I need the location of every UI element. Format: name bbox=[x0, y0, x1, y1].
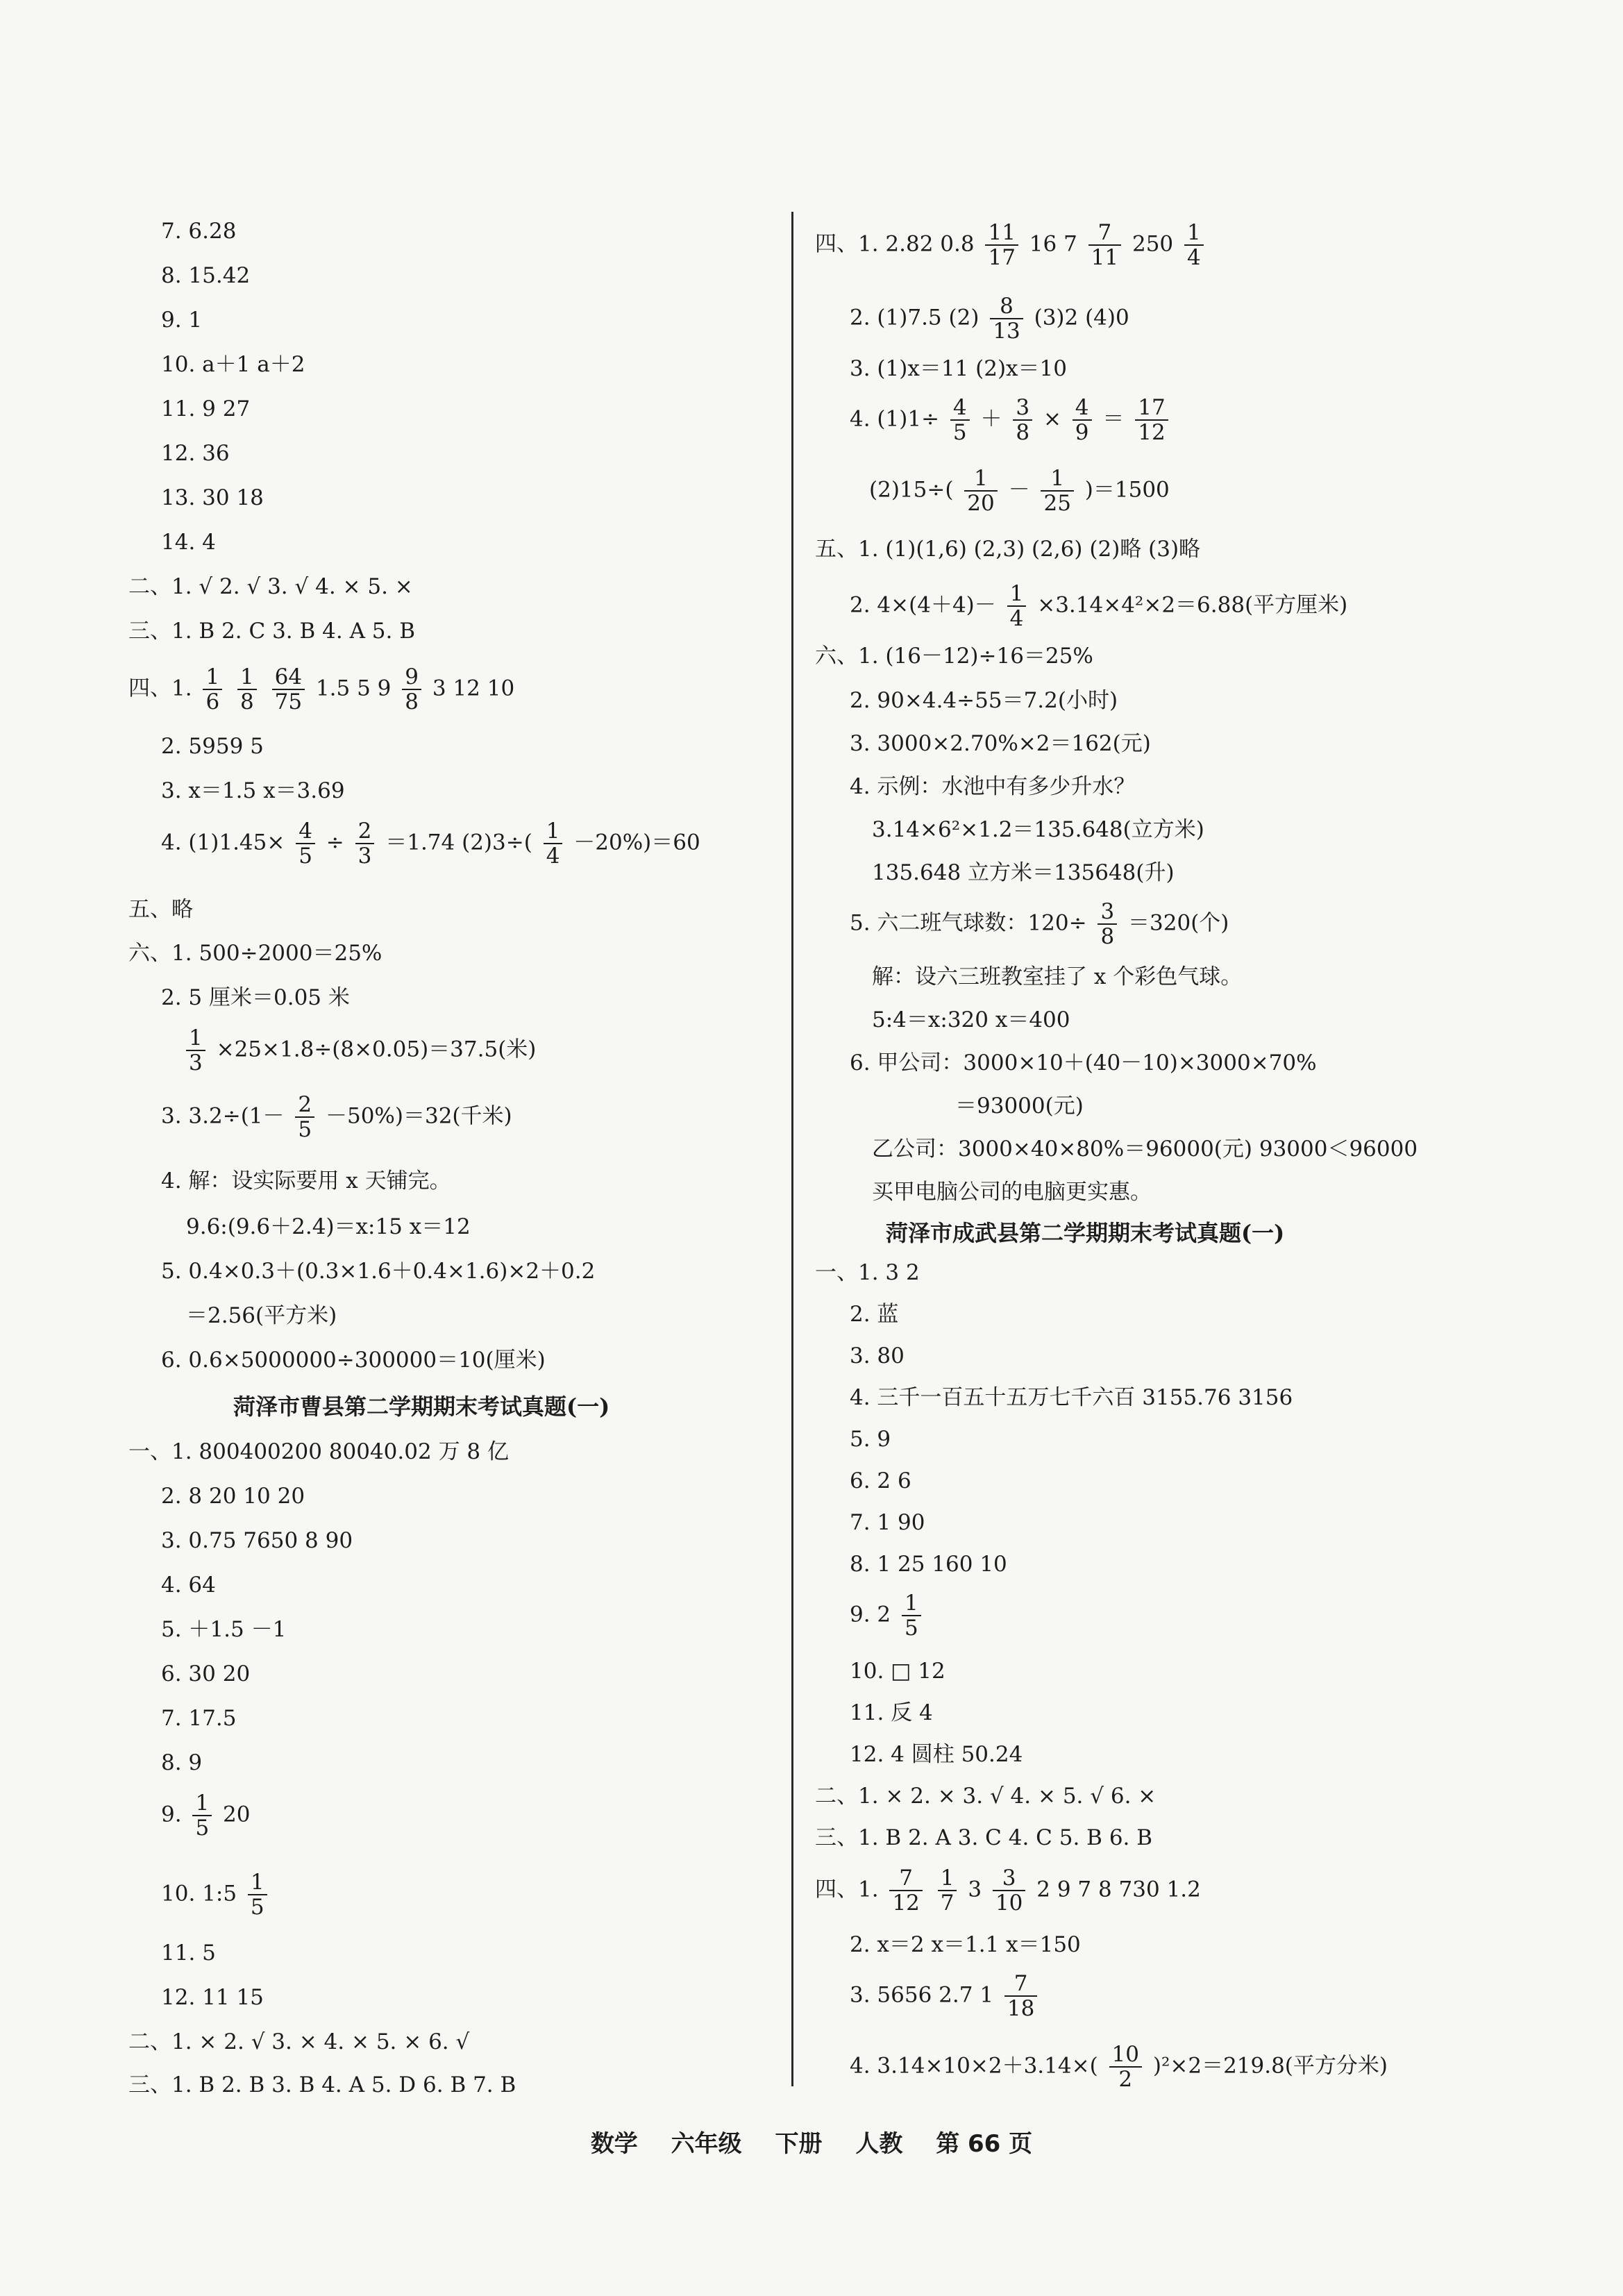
page-footer bbox=[0, 2125, 1623, 2159]
fraction: $\frac{3}{10}$ bbox=[993, 1866, 1025, 1915]
answer-line: 买甲电脑公司的电脑更实惠。 bbox=[872, 1180, 1152, 1205]
answer-line: 4. 解：设实际要用 x 天铺完。 bbox=[161, 1168, 451, 1193]
fraction: $\frac{10}{2}$ bbox=[1109, 2043, 1142, 2091]
fraction: $\frac{2}{3}$ bbox=[355, 819, 375, 868]
fraction: $\frac{11}{17}$ bbox=[985, 221, 1018, 269]
answer-line: 3. 5656 2.7 1 $\frac{7}{18}$ bbox=[850, 1972, 1041, 2020]
answer-line: 3. 3.2÷(1－ $\frac{2}{5}$ －50%)＝32(千米) bbox=[161, 1092, 512, 1143]
answer-line: 12. 11 15 bbox=[161, 1985, 264, 2010]
answer-line: 2. 8 20 10 20 bbox=[161, 1484, 305, 1509]
fraction: $\frac{1}{5}$ bbox=[902, 1591, 921, 1640]
answer-line: 9. 1 bbox=[161, 308, 203, 333]
answer-line: 13. 30 18 bbox=[161, 485, 264, 510]
fraction: $\frac{7}{11}$ bbox=[1088, 221, 1121, 269]
answer-line: $\frac{1}{3}$ ×25×1.8÷(8×0.05)＝37.5(米) bbox=[182, 1026, 536, 1075]
fraction: $\frac{2}{5}$ bbox=[295, 1093, 314, 1141]
fraction: $\frac{4}{9}$ bbox=[1073, 396, 1092, 444]
answer-line: 二、1. √ 2. √ 3. √ 4. × 5. × bbox=[128, 574, 413, 599]
fraction: $\frac{1}{7}$ bbox=[938, 1866, 957, 1915]
answer-line: 3. x＝1.5 x＝3.69 bbox=[161, 778, 345, 803]
answer-line: 4. (1)1.45× $\frac{4}{5}$ ÷ $\frac{2}{3}$ ＝1.74 (2)3÷( $\frac{1}{4}$ －20%)＝60 bbox=[161, 819, 700, 869]
answer-line: ＝2.56(平方米) bbox=[186, 1303, 337, 1328]
fraction: $\frac{1}{4}$ bbox=[1007, 582, 1027, 630]
answer-line: 三、1. B 2. C 3. B 4. A 5. B bbox=[128, 619, 416, 644]
answer-line: 11. 9 27 bbox=[161, 396, 251, 421]
answer-line: 10. a＋1 a＋2 bbox=[161, 352, 305, 377]
answer-line: 9.6:(9.6＋2.4)＝x:15 x＝12 bbox=[186, 1214, 471, 1239]
answer-line: 6. 2 6 bbox=[850, 1468, 911, 1493]
answer-line: 8. 9 bbox=[161, 1750, 203, 1775]
answer-line: 解：设六三班教室挂了 x 个彩色气球。 bbox=[872, 964, 1243, 989]
answer-line: 10. 1:5 $\frac{1}{5}$ bbox=[161, 1870, 271, 1919]
answer-line: 2. 蓝 bbox=[850, 1302, 899, 1327]
answer-line: 4. (1)1÷ $\frac{4}{5}$ ＋ $\frac{3}{8}$ × $\frac{4}{9}$ ＝ $\frac{17}{12}$ bbox=[850, 396, 1172, 444]
answer-line: 5. 六二班气球数：120÷ $\frac{3}{8}$ ＝320(个) bbox=[850, 899, 1229, 950]
answer-line: 7. 17.5 bbox=[161, 1706, 237, 1731]
answer-line: 五、1. (1)(1,6) (2,3) (2,6) (2)略 (3)略 bbox=[815, 537, 1201, 562]
fraction: $\frac{8}{13}$ bbox=[990, 294, 1023, 343]
answer-line: 12. 4 圆柱 50.24 bbox=[850, 1742, 1023, 1767]
answer-line: 2. 90×4.4÷55＝7.2(小时) bbox=[850, 688, 1118, 713]
answer-line: 乙公司：3000×40×80%＝96000(元) 93000＜96000 bbox=[872, 1137, 1418, 1162]
fraction: $\frac{3}{8}$ bbox=[1098, 900, 1117, 948]
answer-line: 5. ＋1.5 －1 bbox=[161, 1617, 287, 1642]
answer-line: 六、1. (16－12)÷16＝25% bbox=[815, 644, 1093, 669]
answer-line: 2. x＝2 x＝1.1 x＝150 bbox=[850, 1932, 1081, 1957]
answer-line: 二、1. × 2. × 3. √ 4. × 5. √ 6. × bbox=[815, 1784, 1157, 1809]
answer-line: 6. 甲公司：3000×10＋(40－10)×3000×70% bbox=[850, 1050, 1317, 1075]
answer-line: 11. 反 4 bbox=[850, 1700, 933, 1725]
fraction: $\frac{9}{8}$ bbox=[402, 665, 421, 714]
answer-line: 5:4＝x:320 x＝400 bbox=[872, 1007, 1070, 1032]
answer-line: 五、略 bbox=[128, 897, 193, 922]
answer-line: 135.648 立方米＝135648(升) bbox=[872, 860, 1175, 885]
answer-line: (2)15÷( $\frac{1}{20}$ － $\frac{1}{25}$ )＝1500 bbox=[869, 466, 1170, 517]
footer-page-number: 第 66 页 bbox=[936, 2130, 1033, 2158]
fraction: $\frac{64}{75}$ bbox=[272, 665, 305, 714]
answer-line: 2. (1)7.5 (2) $\frac{8}{13}$ (3)2 (4)0 bbox=[850, 294, 1129, 344]
answer-line: 12. 36 bbox=[161, 441, 230, 466]
fraction: $\frac{1}{8}$ bbox=[237, 665, 257, 714]
answer-line: 5. 0.4×0.3＋(0.3×1.6＋0.4×1.6)×2＋0.2 bbox=[161, 1259, 596, 1284]
answer-line: 9. $\frac{1}{5}$ 20 bbox=[161, 1791, 251, 1841]
answer-line: 3. 0.75 7650 8 90 bbox=[161, 1528, 353, 1553]
answer-line: 8. 15.42 bbox=[161, 263, 251, 288]
fraction: $\frac{1}{5}$ bbox=[248, 1870, 267, 1919]
answer-line: 二、1. × 2. √ 3. × 4. × 5. × 6. √ bbox=[128, 2029, 470, 2054]
fraction: $\frac{1}{4}$ bbox=[544, 819, 563, 868]
answer-line: 4. 示例：水池中有多少升水？ bbox=[850, 774, 1136, 799]
answer-line: 4. 三千一百五十五万七千六百 3155.76 3156 bbox=[850, 1385, 1293, 1410]
fraction: $\frac{7}{12}$ bbox=[889, 1866, 922, 1915]
answer-line: 四、1. $\frac{1}{6}$ $\frac{1}{8}$ $\frac{64}{75}$ 1.5 5 9 $\frac{9}{8}$ 3 12 10 bbox=[128, 664, 515, 715]
footer-volume: 下册 bbox=[775, 2130, 823, 2158]
answer-line: 11. 5 bbox=[161, 1941, 216, 1966]
answer-line: 7. 6.28 bbox=[161, 219, 237, 244]
answer-line: 6. 0.6×5000000÷300000＝10(厘米) bbox=[161, 1348, 546, 1373]
fraction: $\frac{4}{5}$ bbox=[950, 396, 970, 444]
answer-line: 三、1. B 2. A 3. C 4. C 5. B 6. B bbox=[815, 1825, 1153, 1850]
fraction: $\frac{1}{5}$ bbox=[192, 1791, 212, 1840]
answer-line: 3. 3000×2.70%×2＝162(元) bbox=[850, 731, 1151, 756]
footer-edition: 人教 bbox=[855, 2130, 903, 2158]
answer-line: 2. 5 厘米＝0.05 米 bbox=[161, 985, 350, 1010]
answer-line: 4. 3.14×10×2＋3.14×( $\frac{10}{2}$ )²×2＝219.8(平方分米) bbox=[850, 2042, 1388, 2093]
answer-line: 四、1. 2.82 0.8 $\frac{11}{17}$ 16 7 $\frac{7}{11}$ 250 $\frac{1}{4}$ bbox=[815, 221, 1208, 269]
footer-subject: 数学 bbox=[590, 2130, 638, 2158]
answer-line: 3. (1)x＝11 (2)x＝10 bbox=[850, 356, 1067, 381]
answer-line: 一、1. 3 2 bbox=[815, 1260, 920, 1285]
fraction: $\frac{17}{12}$ bbox=[1135, 396, 1168, 444]
fraction: $\frac{3}{8}$ bbox=[1013, 396, 1032, 444]
answer-line: 8. 1 25 160 10 bbox=[850, 1552, 1007, 1577]
section-title: 菏泽市曹县第二学期期末考试真题(一) bbox=[233, 1393, 610, 1420]
answer-line: 14. 4 bbox=[161, 530, 216, 555]
fraction: $\frac{7}{18}$ bbox=[1004, 1972, 1037, 2020]
column-divider bbox=[791, 212, 793, 2086]
answer-line: 四、1. $\frac{7}{12}$ $\frac{1}{7}$ 3 $\frac{3}{10}$ 2 9 7 8 730 1.2 bbox=[815, 1866, 1201, 1916]
answer-line: 6. 30 20 bbox=[161, 1661, 251, 1686]
fraction: $\frac{1}{4}$ bbox=[1184, 221, 1204, 269]
answer-line: ＝93000(元) bbox=[955, 1093, 1084, 1118]
answer-line: 2. 4×(4＋4)－ $\frac{1}{4}$ ×3.14×4²×2＝6.88(平方厘米) bbox=[850, 581, 1348, 632]
answer-line: 9. 2 $\frac{1}{5}$ bbox=[850, 1591, 925, 1640]
answer-line: 5. 9 bbox=[850, 1427, 891, 1452]
fraction: $\frac{4}{5}$ bbox=[296, 819, 315, 868]
answer-line: 六、1. 500÷2000＝25% bbox=[128, 941, 382, 966]
answer-line: 3. 80 bbox=[850, 1343, 905, 1368]
fraction: $\frac{1}{20}$ bbox=[964, 467, 997, 515]
footer-grade: 六年级 bbox=[671, 2130, 742, 2158]
answer-line: 一、1. 800400200 80040.02 万 8 亿 bbox=[128, 1439, 509, 1464]
section-title: 菏泽市成武县第二学期期末考试真题(一) bbox=[886, 1220, 1285, 1246]
answer-line: 7. 1 90 bbox=[850, 1510, 925, 1535]
answer-line: 三、1. B 2. B 3. B 4. A 5. D 6. B 7. B bbox=[128, 2072, 516, 2097]
fraction: $\frac{1}{6}$ bbox=[203, 665, 222, 714]
answer-line: 4. 64 bbox=[161, 1573, 216, 1598]
answer-line: 10. □ 12 bbox=[850, 1659, 945, 1684]
answer-line: 2. 5959 5 bbox=[161, 734, 264, 759]
fraction: $\frac{1}{25}$ bbox=[1041, 467, 1073, 515]
answer-line: 3.14×6²×1.2＝135.648(立方米) bbox=[872, 817, 1204, 842]
fraction: $\frac{1}{3}$ bbox=[186, 1026, 205, 1075]
